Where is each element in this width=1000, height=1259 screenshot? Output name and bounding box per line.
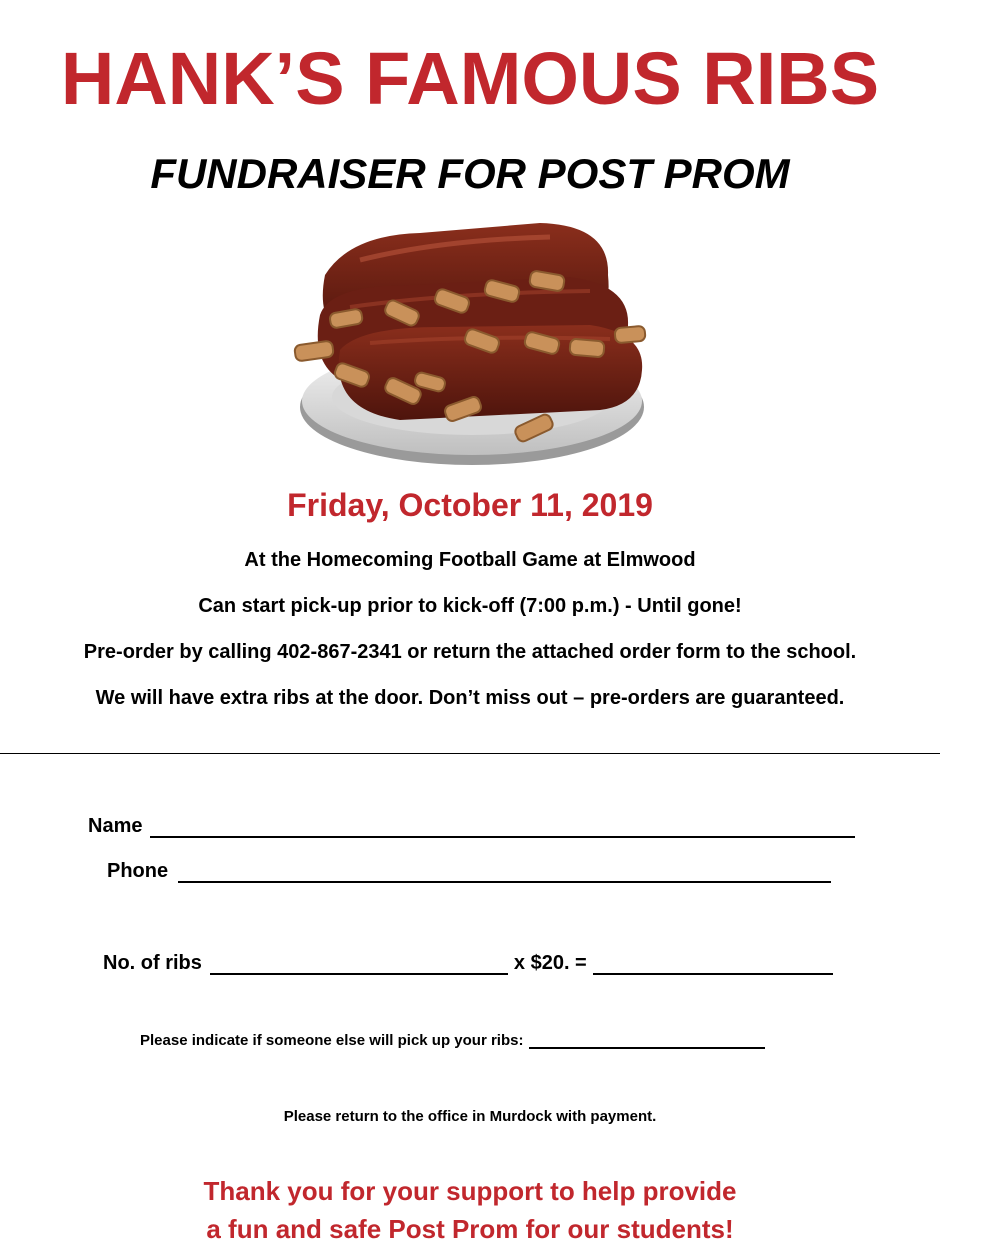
flyer-title: HANK’S FAMOUS RIBS: [60, 37, 880, 120]
thank-you-line-2: a fun and safe Post Prom for our students!: [206, 1214, 734, 1244]
name-blank[interactable]: [150, 814, 855, 838]
pickup-label: Please indicate if someone else will pick up your ribs:: [140, 1032, 524, 1049]
pickup-person-field[interactable]: [140, 1031, 765, 1049]
ribs-quantity-blank[interactable]: [210, 951, 508, 975]
phone-field[interactable]: [107, 859, 831, 883]
ribs-quantity-field[interactable]: [103, 951, 833, 975]
return-instructions: Please return to the office in Murdock with payment.: [283, 1108, 657, 1125]
cut-line-divider: [0, 753, 940, 754]
price-label: x $20. =: [513, 952, 587, 974]
name-field[interactable]: [88, 814, 855, 838]
event-location: At the Homecoming Football Game at Elmwood: [244, 549, 696, 571]
name-label: Name: [88, 815, 143, 837]
thank-you-line-1: Thank you for your support to help provide: [203, 1176, 737, 1206]
total-blank[interactable]: [593, 951, 833, 975]
ribs-on-plate-icon: [290, 215, 660, 470]
pickup-person-blank[interactable]: [529, 1031, 765, 1049]
event-preorder-info: Pre-order by calling 402-867-2341 or return the attached order form to the school.: [83, 641, 857, 663]
event-date: Friday, October 11, 2019: [287, 487, 653, 523]
event-extra-ribs-note: We will have extra ribs at the door. Don’t miss out – pre-orders are guaranteed.: [95, 687, 845, 709]
ribs-label: No. of ribs: [103, 952, 202, 974]
flyer-subtitle: FUNDRAISER FOR POST PROM: [150, 150, 790, 197]
phone-blank[interactable]: [178, 859, 831, 883]
phone-label: Phone: [107, 860, 169, 882]
event-pickup-time: Can start pick-up prior to kick-off (7:00 p.m.) - Until gone!: [198, 595, 742, 617]
